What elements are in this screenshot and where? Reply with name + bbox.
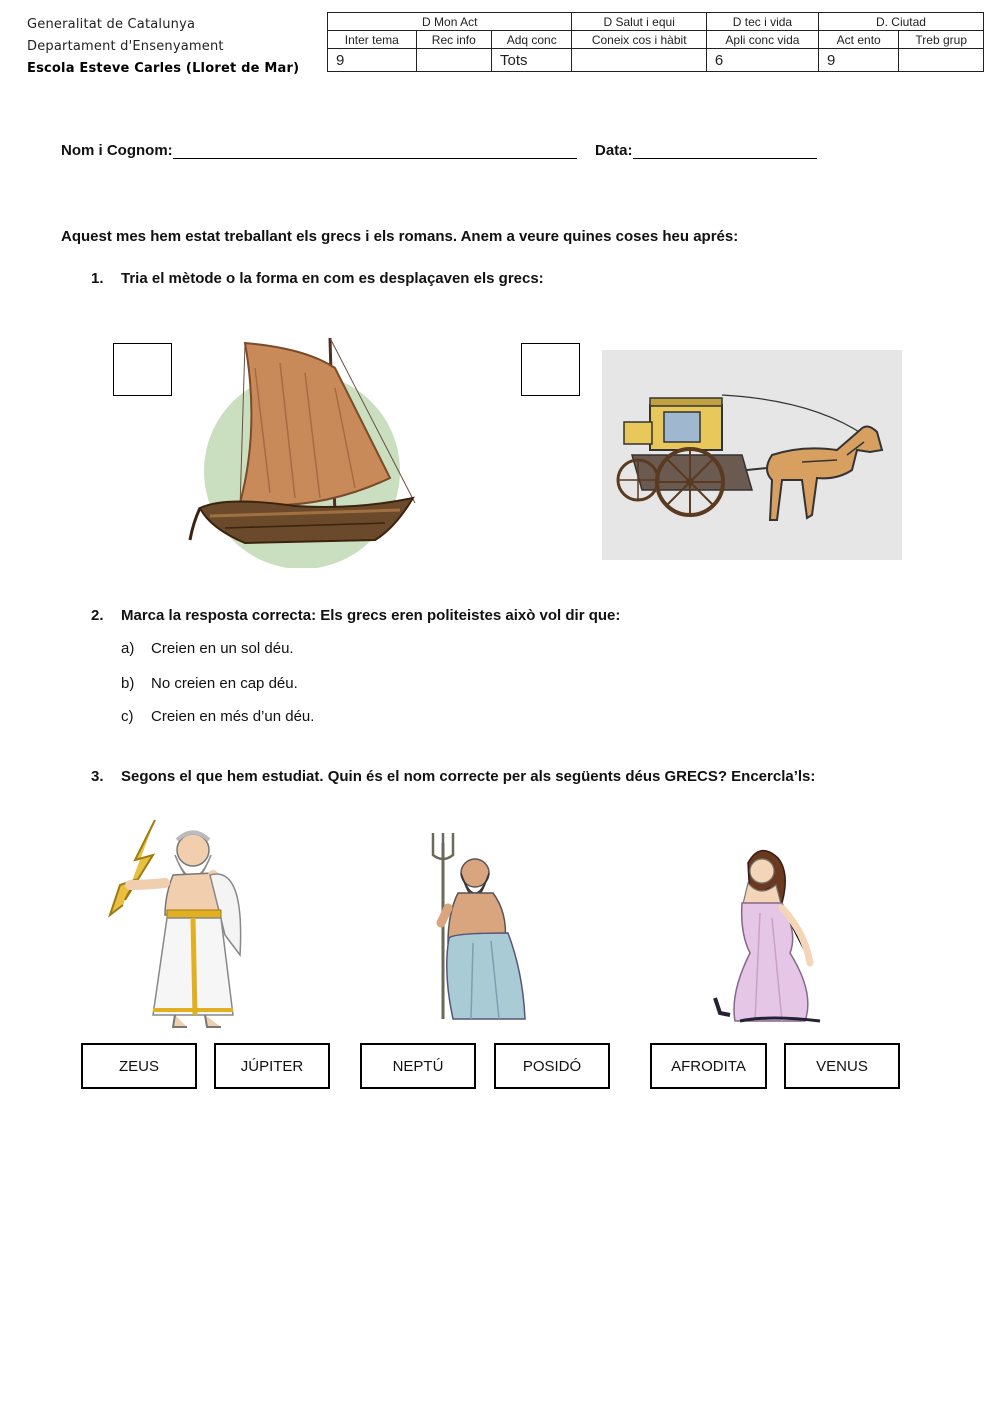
ship-illustration [185,328,420,568]
group-header: D. Ciutad [818,13,983,31]
option-text: Creien en més d’un déu. [151,708,315,725]
name-option-zeus[interactable]: ZEUS [81,1043,197,1089]
name-label: Nom i Cognom: [61,142,173,159]
carriage-checkbox[interactable] [521,343,580,396]
school-line-1: Generalitat de Catalunya [27,17,196,32]
question-3 [91,768,815,785]
competencies-table [327,12,984,72]
question-text: Tria el mètode o la forma en com es desplaçaven els grecs: [121,270,544,287]
column-header: Act ento [818,31,898,49]
value-cell: Tots [491,49,571,72]
value-cell: 9 [328,49,417,72]
value-cell: 9 [818,49,898,72]
value-cell [899,49,984,72]
option-letter: a) [121,640,135,657]
carriage-illustration [602,350,902,560]
name-option-afrodita[interactable]: AFRODITA [650,1043,767,1089]
question-1 [91,270,544,287]
name-field[interactable] [173,144,577,159]
column-header: Adq conc [491,31,571,49]
name-option-jupiter[interactable]: JÚPITER [214,1043,330,1089]
school-line-2: Departament d'Ensenyament [27,39,224,54]
ship-checkbox[interactable] [113,343,172,396]
question-text: Segons el que hem estudiat. Quin és el nom correcte per als següents déus GRECS? Encercla’ls: [121,768,816,785]
question-number: 3. [91,768,104,785]
value-cell [572,49,706,72]
column-header: Inter tema [328,31,417,49]
student-info [61,142,817,159]
option-a[interactable] [121,640,294,657]
date-label: Data: [595,142,633,159]
option-letter: b) [121,675,135,692]
question-text: Marca la resposta correcta: Els grecs eren politeistes això vol dir que: [121,607,621,624]
group-header: D tec i vida [706,13,818,31]
option-c[interactable] [121,708,314,725]
column-header: Treb grup [899,31,984,49]
poseidon-illustration [413,833,528,1021]
intro-text: Aquest mes hem estat treballant els grecs i els romans. Anem a veure quines coses heu aprés: [61,228,739,245]
date-field[interactable] [633,144,817,159]
option-b[interactable] [121,675,298,692]
question-number: 2. [91,607,104,624]
column-header: Rec info [416,31,491,49]
option-letter: c) [121,708,134,725]
question-number: 1. [91,270,104,287]
name-option-venus[interactable]: VENUS [784,1043,900,1089]
option-text: No creien en cap déu. [151,675,298,692]
school-line-3: Escola Esteve Carles (Lloret de Mar) [27,61,300,76]
value-cell [416,49,491,72]
group-header: D Salut i equi [572,13,706,31]
question-2 [91,607,620,624]
group-header: D Mon Act [328,13,572,31]
school-header [27,14,299,80]
zeus-illustration [105,815,260,1033]
name-option-posido[interactable]: POSIDÓ [494,1043,610,1089]
column-header: Coneix cos i hàbit [572,31,706,49]
option-text: Creien en un sol déu. [151,640,294,657]
value-cell: 6 [706,49,818,72]
aphrodite-illustration [710,843,840,1023]
name-option-neptu[interactable]: NEPTÚ [360,1043,476,1089]
column-header: Apli conc vida [706,31,818,49]
